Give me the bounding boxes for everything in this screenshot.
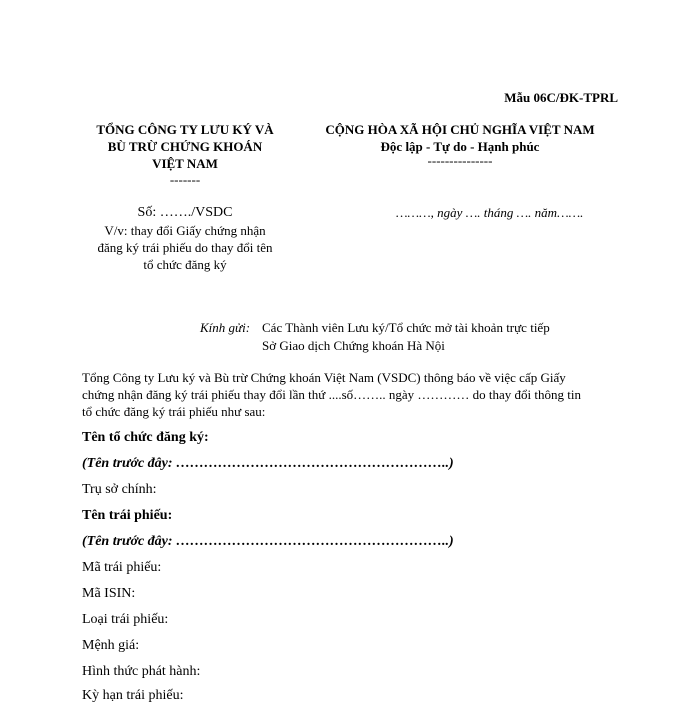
- bond-code-field: Mã trái phiếu:: [82, 560, 162, 575]
- republic-name: CỘNG HÒA XÃ HỘI CHỦ NGHĨA VIỆT NAM: [325, 122, 595, 137]
- subject-line-2: đăng ký trái phiếu do thay đổi tên: [97, 240, 273, 255]
- republic-motto: Độc lập - Tự do - Hạnh phúc: [380, 139, 540, 154]
- head-office-field: Trụ sở chính:: [82, 482, 157, 497]
- isin-field: Mã ISIN:: [82, 586, 136, 601]
- form-code: Mẫu 06C/ĐK-TPRL: [504, 90, 618, 105]
- recipients-label: Kính gửi:: [200, 320, 251, 335]
- issuer-separator: -------: [169, 172, 201, 187]
- issue-form-field: Hình thức phát hành:: [82, 664, 201, 679]
- body-line-2: chứng nhận đăng ký trái phiếu thay đổi lần thứ ....số…….. ngày ………… do thay đổi thông tin: [82, 387, 582, 402]
- org-previous-name-field: (Tên trước đây: …………………………………………………..): [82, 456, 454, 471]
- bond-previous-name-field: (Tên trước đây: …………………………………………………..): [82, 534, 454, 549]
- subject-line-3: tổ chức đăng ký: [143, 257, 227, 272]
- issuer-name-line-1: TỔNG CÔNG TY LƯU KÝ VÀ: [96, 122, 274, 137]
- republic-separator: ---------------: [427, 153, 493, 168]
- body-line-1: Tổng Công ty Lưu ký và Bù trừ Chứng khoán Việt Nam (VSDC) thông báo về việc cấp Giấy: [82, 370, 566, 385]
- issuer-name-line-2: BÙ TRỪ CHỨNG KHOÁN: [107, 139, 263, 154]
- date-line: ………, ngày …. tháng …. năm…….: [396, 205, 584, 220]
- bond-term-field: Kỳ hạn trái phiếu:: [82, 688, 184, 703]
- bond-type-field: Loại trái phiếu:: [82, 612, 169, 627]
- issuer-name-line-3: VIỆT NAM: [152, 156, 218, 171]
- document-number: Số: ……./VSDC: [137, 205, 233, 220]
- bond-name-field: Tên trái phiếu:: [82, 508, 173, 523]
- body-line-3: tổ chức đăng ký trái phiếu như sau:: [82, 404, 266, 419]
- org-name-field: Tên tổ chức đăng ký:: [82, 430, 209, 445]
- par-value-field: Mệnh giá:: [82, 638, 140, 653]
- recipient-line-2: Sở Giao dịch Chứng khoán Hà Nội: [262, 338, 445, 353]
- recipient-line-1: Các Thành viên Lưu ký/Tổ chức mở tài khoản trực tiếp: [262, 320, 550, 335]
- subject-line-1: V/v: thay đổi Giấy chứng nhận: [104, 223, 266, 238]
